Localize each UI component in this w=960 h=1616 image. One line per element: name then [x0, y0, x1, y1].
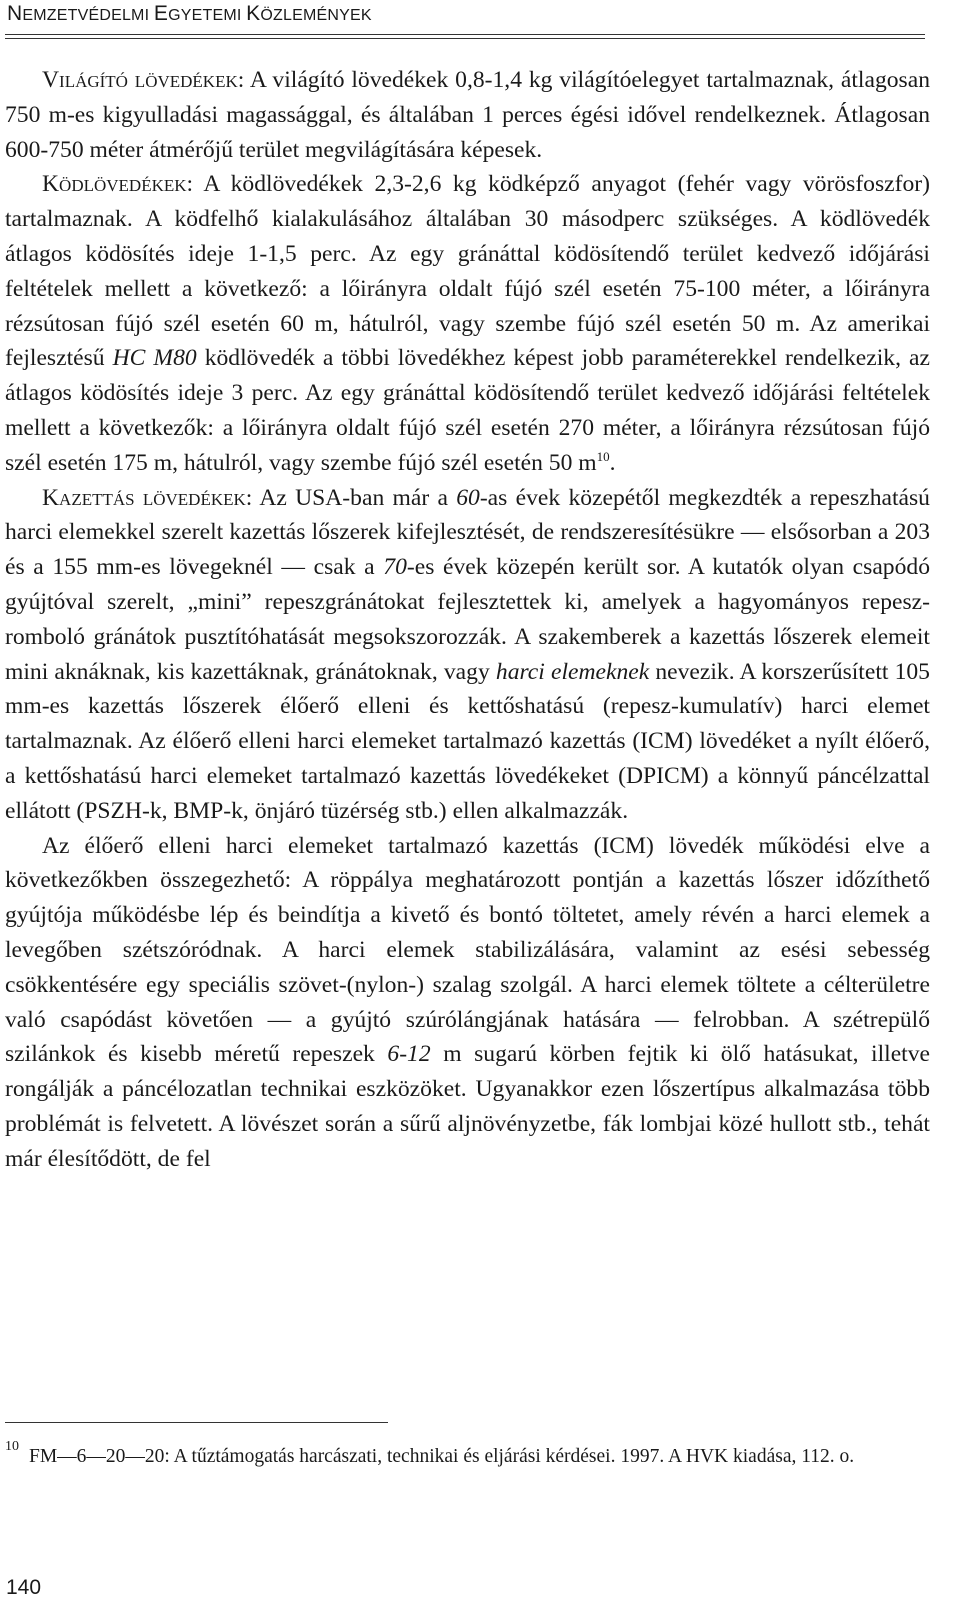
- header-initial: E: [153, 2, 169, 25]
- footnote: [5, 1441, 930, 1472]
- paragraph-text: ködlövedék a többi lövedékhez képest jobb paraméterekkel rendelkezik, az átlagos ködösítés ideje 3 perc. Az egy gránáttal ködösítendő terület kedvező időjárási feltételek mellett a következők: a lőirányra oldalt fújó szél esetén 270 méter, a lőirányra rézsútosan fújó szél esetén 175 m, hátulról, vagy szembe fújó szél esetén 50 m: [5, 345, 930, 476]
- term-label: Kazettás lövedékek:: [42, 484, 253, 511]
- paragraph-icm: [5, 829, 930, 1177]
- italic-text: 70: [383, 554, 407, 581]
- paragraph-text: Az USA-ban már a: [252, 484, 457, 511]
- header-word: ÖZLEMÉNYEK: [260, 7, 372, 24]
- paragraph-text: .: [609, 449, 616, 476]
- header-word: EMZETVÉDELMI: [22, 7, 154, 24]
- italic-text: 6-12: [387, 1041, 431, 1068]
- paragraph-text: m sugarú körben fejtik ki ölő hatásukat, illetve rongálják a páncélozatlan technikai eszközöket. Ugyanakkor ezen lőszertípus alkalmazása több problémát is felvetett. A lövészet során a sűrű aljnövényzetbe, fák lombjai közé hullott stb., tehát már élesítődött, de fel: [5, 1041, 930, 1172]
- paragraph-text: A világító lövedékek 0,8-1,4 kg világítóelegyet tartalmaznak, átlagosan 750 m-es kigyulladási magassággal, és általában 1 perces égési idővel rendelkeznek. Átlagosan 600-750 méter átmérőjű terület megvilágítására képesek.: [5, 67, 931, 163]
- body-text: [5, 63, 930, 1177]
- footnote-text: FM—6—20—20: A tűztámogatás harcászati, technikai és eljárási kérdései. 1997. A HVK kiadása, 112. o.: [29, 1446, 855, 1467]
- paragraph-vilagito: [5, 63, 930, 167]
- term-label: Ködlövedékek:: [42, 171, 194, 198]
- header-rule-bottom: [5, 38, 925, 39]
- paragraph-kod: [5, 167, 930, 480]
- italic-text: harci elemeknek: [495, 658, 650, 685]
- italic-text: 60: [456, 484, 480, 511]
- paragraph-text: A ködlövedékek 2,3-2,6 kg ködképző anyagot (fehér vagy vörösfoszfor) tartalmaznak. A ködfelhő kialakulásához általában 30 másodperc szükséges. A ködlövedék átlagos ködösítés ideje 1-1,5 perc. Az egy gránáttal ködösítendő terület kedvező időjárási feltételek mellett a következő: a lőirányra oldalt fújó szél esetén 75-100 méter, a lőirányra rézsútosan fújó szél esetén 60 m, hátulról, vagy szembe fújó szél esetén 50 m. Az amerikai fejlesztésű: [5, 171, 930, 372]
- page-number: 140: [6, 1576, 42, 1599]
- header-initial: K: [246, 2, 261, 25]
- italic-text: HC M80: [112, 345, 197, 372]
- footnote-reference[interactable]: 10: [596, 448, 610, 464]
- footnote-separator: [5, 1422, 388, 1423]
- footnote-number: 10: [5, 1439, 19, 1454]
- paragraph-text: nevezik. A korszerűsített 105 mm-es kazettás lőszerek élőerő elleni és kettőshatású (repesz-kumulatív) harci elemet tartalmaznak. Az élőerő elleni harci elemeket tartalmazó kazettás (ICM) lövedéket a nyílt élőerő, a kettőshatású harci elemeket tartalmazó kazettás lövedékeket (DPICM) a könnyű páncélzattal ellátott (PSZH-k, BMP-k, önjáró tüzérség stb.) ellen alkalmazzák.: [5, 658, 930, 824]
- paragraph-text: -es évek közepén került sor. A kutatók olyan csapódó gyújtóval szerelt, „mini” repeszgránátokat fejlesztettek ki, amelyek a hagyományos repeszromboló gránátok pusztítóhatását megsokszorozzák. A szakemberek a kazettás lőszerek elemeit mini aknáknak, kis kazettáknak, gránátoknak, vagy: [5, 554, 930, 685]
- header-word: GYETEMI: [168, 7, 247, 24]
- running-header: [7, 2, 372, 26]
- paragraph-kazettas: [5, 481, 930, 829]
- paragraph-text: -as évek közepétől megkezdték a repeszhatású harci elemekkel szerelt kazettás lőszerek kifejlesztését, de rendszeresítésükre — elsősorban a 203 és a 155 mm-es lövegeknél — csak a: [5, 484, 930, 581]
- paragraph-text: Az élőerő elleni harci elemeket tartalmazó kazettás (ICM) lövedék működési elve a következőkben összegezhető: A röppálya meghatározott pontján a kazettás lőszer időzíthető gyújtója működésbe lép és beindítja a kivető és bontó töltetet, amely révén a harci elemek a levegőben szétszóródnak. A harci elemek stabilizálására, valamint az esési sebesség csökkentésére egy speciális szövet-(nylon-) szalag szolgál. A harci elemek töltete a célterületre való csapódást követően — a gyújtó szúrólángjának hatására — felrobban. A szétrepülő szilánkok és kisebb méretű repeszek: [5, 832, 930, 1068]
- term-label: Világító lövedékek:: [42, 67, 245, 93]
- header-rule-top: [5, 34, 925, 35]
- header-initial: N: [7, 2, 23, 25]
